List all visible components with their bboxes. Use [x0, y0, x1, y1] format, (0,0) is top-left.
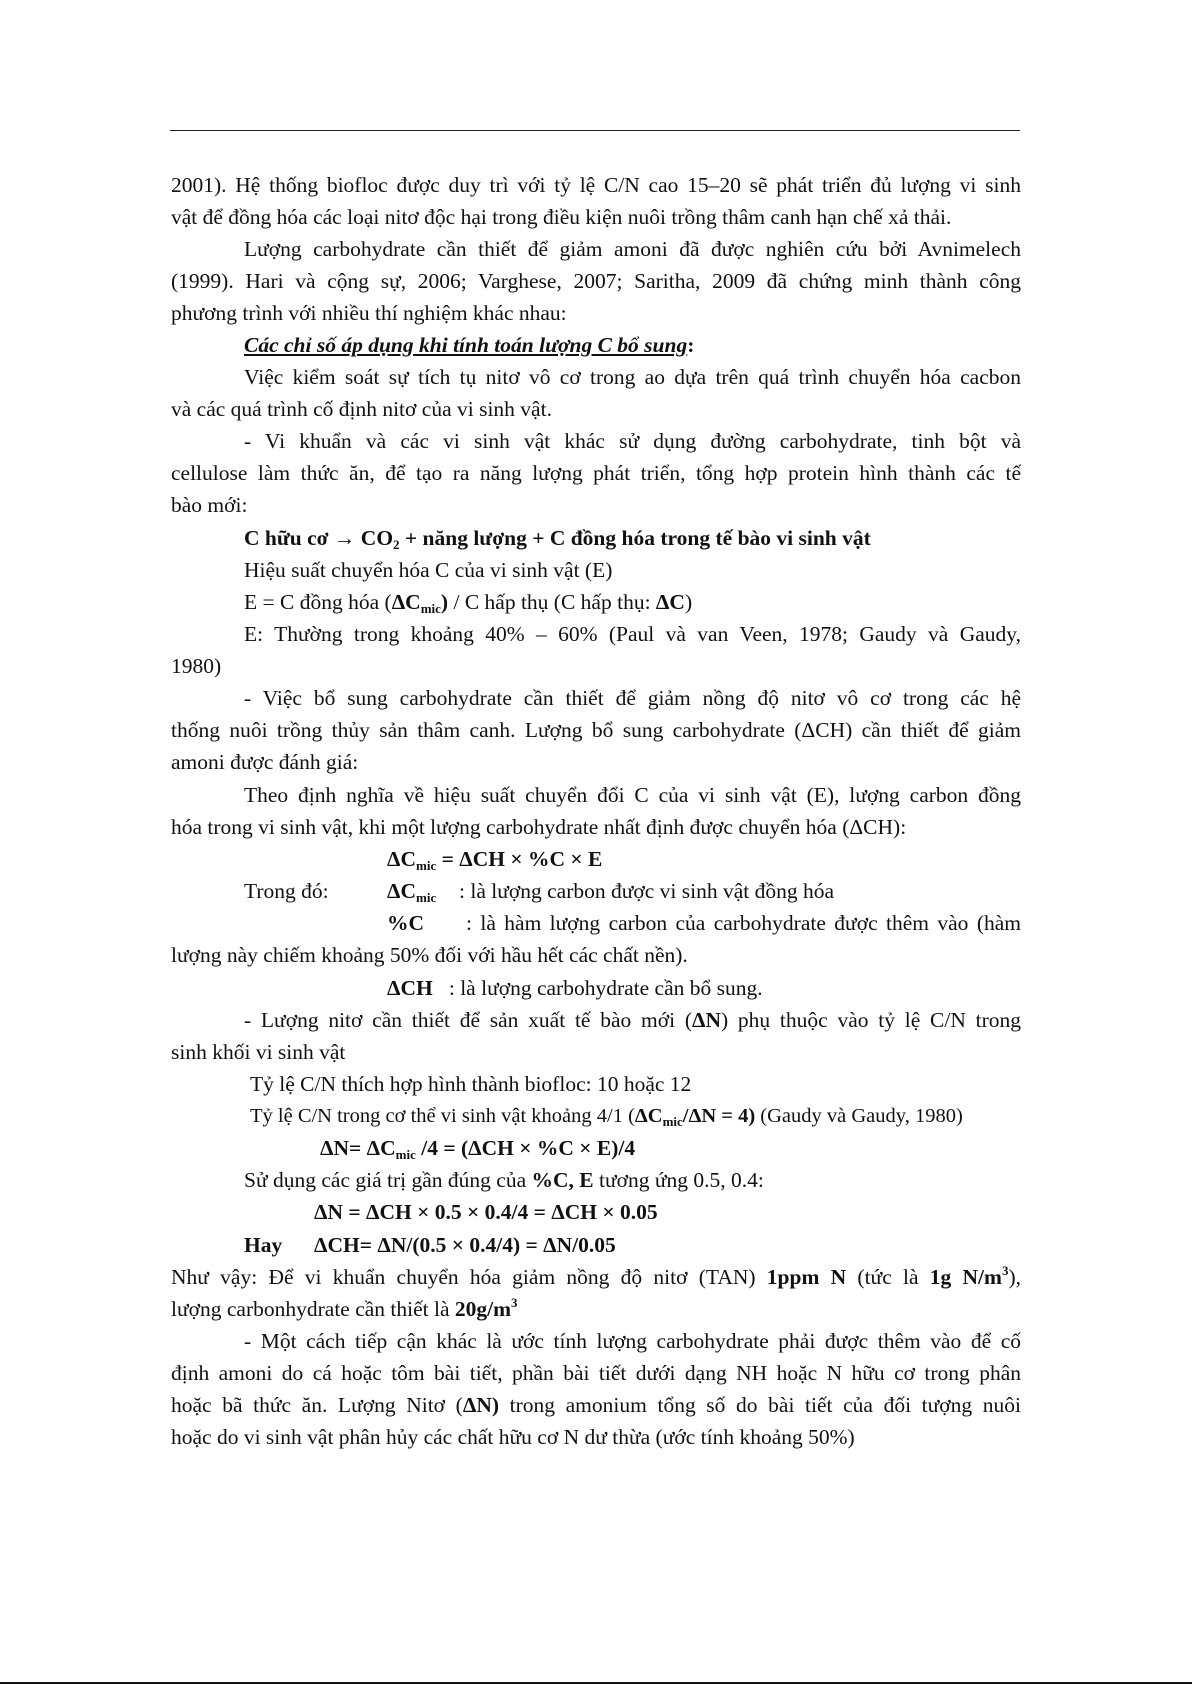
- paragraph-line: lượng này chiếm khoảng 50% đối với hầu hết các chất nền).: [171, 943, 688, 967]
- equation-delta-n-value: ΔN = ΔCH × 0.5 × 0.4/4 = ΔCH × 0.05: [314, 1200, 658, 1224]
- paragraph-line: Việc kiểm soát sự tích tụ nitơ vô cơ trong ao dựa trên quá trình chuyển hóa cacbon: [244, 365, 1021, 389]
- equation-efficiency: E = C đồng hóa $(\Delta C_{mic})$ / C hấp thụ (C hấp thụ: ΔC): [244, 590, 693, 616]
- paragraph-line: lượng carbonhydrate cần thiết là $20g/m^3$: [171, 1295, 518, 1321]
- paragraph-line: định amoni do cá hoặc tôm bài tiết, phần bài tiết dưới dạng NH hoặc N hữu cơ trong phân: [171, 1361, 1021, 1385]
- paragraph-line: Tỷ lệ C/N trong cơ thể vi sinh vật khoảng 4/1 $(\Delta C_{mic}/\Delta N = 4)$ (Gaudy và Gaudy, 1980): [250, 1105, 963, 1129]
- paragraph-line: hóa trong vi sinh vật, khi một lượng carbohydrate nhất định được chuyển hóa (ΔCH):: [171, 815, 907, 839]
- paragraph-line: vật để đồng hóa các loại nitơ độc hại trong điều kiện nuôi trồng thâm canh hạn chế xả thải.: [171, 205, 952, 229]
- footer-rule: [0, 1682, 1192, 1684]
- paragraph-line: thống nuôi trồng thủy sản thâm canh. Lượng bổ sung carbohydrate (ΔCH) cần thiết để giảm: [171, 718, 1021, 742]
- paragraph-line: phương trình với nhiều thí nghiệm khác nhau:: [171, 301, 567, 325]
- equation-delta-ch: Hay ΔCH= ΔN/(0.5 × 0.4/4) = ΔN/0.05: [244, 1233, 616, 1257]
- paragraph-line: (1999). Hari và cộng sự, 2006; Varghese, 2007; Saritha, 2009 đã chứng minh thành công: [171, 269, 1021, 293]
- equation-delta-n: $\Delta N= \Delta C_{mic}$ /4 = (ΔCH × %C × E)/4: [320, 1136, 636, 1162]
- paragraph-line: Tỷ lệ C/N thích hợp hình thành biofloc: 10 hoặc 12: [250, 1072, 692, 1096]
- paragraph-line: 2001). Hệ thống biofloc được duy trì với tỷ lệ C/N cao 15–20 sẽ phát triển đủ lượng vi sinh: [171, 173, 1021, 197]
- paragraph-line: Theo định nghĩa về hiệu suất chuyển đổi C của vi sinh vật (E), lượng carbon đồng: [244, 783, 1021, 807]
- paragraph-line: E: Thường trong khoảng 40% – 60% (Paul và van Veen, 1978; Gaudy và Gaudy,: [244, 622, 1021, 646]
- paragraph-line: 1980): [171, 654, 222, 678]
- paragraph-line: - Một cách tiếp cận khác là ước tính lượng carbohydrate phải được thêm vào để cố: [244, 1329, 1021, 1353]
- paragraph-line: Sử dụng các giá trị gần đúng của %C, E tương ứng 0.5, 0.4:: [244, 1168, 764, 1192]
- paragraph-line: bào mới:: [171, 493, 248, 517]
- paragraph-line: và các quá trình cố định nitơ của vi sinh vật.: [171, 397, 552, 421]
- paragraph-line: sinh khối vi sinh vật: [171, 1040, 346, 1064]
- paragraph-line: hoặc do vi sinh vật phân hủy các chất hữu cơ N dư thừa (ước tính khoảng 50%): [171, 1425, 855, 1449]
- paragraph-line: cellulose làm thức ăn, để tạo ra năng lượng phát triển, tổng hợp protein hình thành các tế: [171, 461, 1021, 485]
- paragraph-line: amoni được đánh giá:: [171, 750, 359, 774]
- equation-carbon-conversion: C hữu cơ → $CO_2$ + năng lượng + C đồng hóa trong tế bào vi sinh vật: [244, 526, 871, 552]
- equation-cmic: $\Delta C_{mic} = \Delta CH \times \%C \times E$: [387, 847, 603, 873]
- paragraph-line: Lượng carbohydrate cần thiết để giảm amoni đã được nghiên cứu bởi Avnimelech: [244, 237, 1021, 261]
- definition-row: ΔCH : là lượng carbohydrate cần bổ sung.: [387, 976, 763, 1000]
- section-heading: Các chỉ số áp dụng khi tính toán lượng C bổ sung:: [244, 333, 695, 357]
- paragraph-line: Hiệu suất chuyển hóa C của vi sinh vật (E): [244, 558, 613, 582]
- paragraph-line: hoặc bã thức ăn. Lượng Nitơ (ΔN) trong amonium tổng số do bài tiết của đối tượng nuôi: [171, 1393, 1021, 1417]
- definition-row: Trong đó: $\Delta C_{mic}$ : là lượng carbon được vi sinh vật đồng hóa: [244, 879, 835, 905]
- paragraph-line: - Vi khuẩn và các vi sinh vật khác sử dụng đường carbohydrate, tinh bột và: [244, 429, 1021, 453]
- definition-row: %C : là hàm lượng carbon của carbohydrate được thêm vào (hàm: [387, 911, 1021, 935]
- header-rule: [170, 130, 1020, 131]
- paragraph-line: Như vậy: Để vi khuẩn chuyển hóa giảm nồng độ nitơ (TAN) 1ppm N (tức là 1g $N/m^3$),: [171, 1263, 1021, 1289]
- paragraph-line: - Lượng nitơ cần thiết để sản xuất tế bào mới (ΔN) phụ thuộc vào tỷ lệ C/N trong: [244, 1008, 1021, 1032]
- paragraph-line: - Việc bổ sung carbohydrate cần thiết để giảm nồng độ nitơ vô cơ trong các hệ: [244, 686, 1021, 710]
